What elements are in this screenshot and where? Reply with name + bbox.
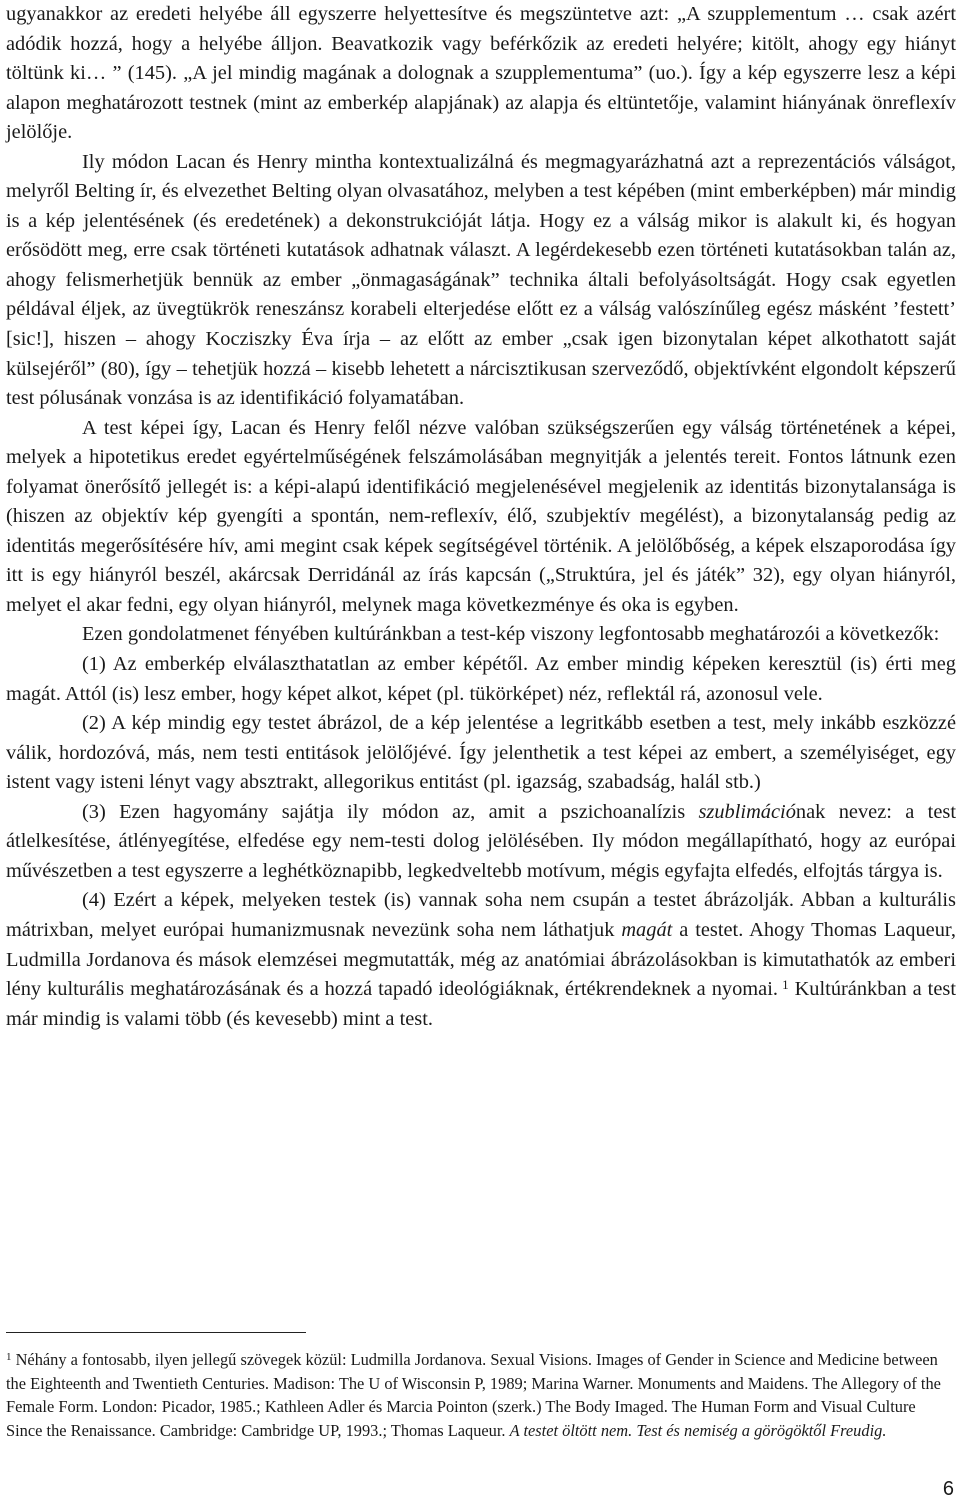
text-run: ugyanakkor az eredeti helyébe áll egyszerre helyettesítve és megszüntetve azt: „A szupplementum … csak azért adódik hozzá, hogy a helyébe álljon. Beavatkozik vagy beférkőzik az eredeti helyére; kitölt, ahogy egy hiányt töltünk ki… ” (145). „A jel mindig magának a dolognak a szupplementuma” (uo.). Így a kép egyszerre lesz a képi alapon meghatározott testnek (mint az emberkép alapjának) az alapja és eltüntetője, valamint hiányának önreflexív jelölője. — [6, 3, 956, 144]
paragraph — [6, 414, 956, 621]
text-run: (1) Az emberkép elválaszthatatlan az ember képétől. Az ember mindig képeken keresztül (is) érti meg magát. Attól (is) lesz ember, hogy képet alkot, képet (pl. tükörképet) néz, reflektál rá, azonosul vele. — [6, 653, 956, 705]
footnote-reference: 1 — [777, 977, 789, 993]
paragraph — [6, 798, 956, 887]
text-run: (3) Ezen hagyomány sajátja ily módon az, amit a pszichoanalízis — [82, 800, 699, 823]
paragraph — [6, 650, 956, 709]
document-body — [6, 0, 956, 1034]
text-run: Ezen gondolatmenet fényében kultúránkban a test-kép viszony legfontosabb meghatározói a következők: — [82, 623, 940, 646]
footnote-separator — [6, 1332, 306, 1333]
footnote-marker: 1 — [6, 1351, 12, 1363]
text-run: A test képei így, Lacan és Henry felől nézve valóban szükségszerűen egy válság történetének a képei, melyek a hipotetikus eredet egyértelműségének felszámolásában megnyitják a jelentés tereit. Fontos látnunk ezen folyamat önerősítő jellegét is: a képi-alapú identifikáció megjelenésével megjelenik az identitás bizonytalansága is (hiszen az objektív kép gyengíti a spontán, nem-reflexív, élő, szubjektív megélést), a bizonytalanság pedig az identitás megerősítésére hív, ami megint csak képek segítségével történik. A jelölőbőség, a képek elszaporodása így itt is egy hiányról beszél, akárcsak Derridánál az írás kapcsán („Struktúra, jel és játék” 32), egy olyan hiányról, melyet el akar fedni, egy olyan hiányról, melynek maga következménye és oka is egyben. — [6, 416, 956, 616]
italic-text: szublimáció — [698, 800, 796, 823]
text-run: Ily módon Lacan és Henry mintha kontextualizálná és megmagyarázhatná azt a reprezentációs válságot, melyről Belting ír, és elvezethet Belting olyan olvasatához, melyben a test képében (mint emberképben) már mindig is a kép jelentésének (és eredetének) a dekonstrukcióját látja. Hogy ez a válság mikor is alakult ki, és hogyan erősödött meg, erre csak történeti kutatások adhatnak választ. A legérdekesebb ezen történeti kutatásokban talán az, ahogy felismerhetjük bennük az ember „önmagaságának” technika általi befolyásoltságát. Hogy csak egyetlen példával éljek, az üvegtükrök reneszánsz korabeli elterjedése előtt ez a válság valószínűleg egész másként ’festett’ [sic!], hiszen – ahogy Kocziszky Éva írja – az előtt az ember „csak igen bizonytalan képet alkothatott saját külsejéről” (80), így – tehetjük hozzá – kisebb lehetett a nárcisztikusan szerveződő, objektívként elgondolt képszerű test pólusának vonzása is az identifikáció folyamatában. — [6, 150, 956, 410]
paragraph — [6, 620, 956, 650]
text-run: a testet. Ahogy Thomas Laqueur, Ludmilla Jordanova és mások elemzései megmutatták, még az anatómiai ábrázolásokban is kimutathatók az emberi lény kulturális meghatározásának és a hozzá tapadó ideológiáknak, értékrendeknek a nyomai. — [6, 918, 956, 1001]
paragraph — [6, 148, 956, 414]
paragraph — [6, 886, 956, 1034]
text-run: Kultúránkban a test már mindig is valami több (és kevesebb) mint a test. — [6, 978, 956, 1030]
footnote-italic-text: A testet öltött nem. Test és nemiség a görögöktől Freudig. — [509, 1420, 887, 1440]
text-run: (2) A kép mindig egy testet ábrázol, de a kép jelentése a legritkább esetben a test, mely inkább eszközzé válik, hordozóvá, más, nem testi entitások jelölőjévé. Így jelenthetik a test képei az embert, a személyiséget, egy istent vagy isteni lényt vagy absztrakt, allegorikus entitást (pl. igazság, szabadság, halál stb.) — [6, 712, 956, 794]
paragraph — [6, 709, 956, 798]
page-number: 6 — [942, 1478, 954, 1500]
text-run: nak nevez: a test átlelkesítése, átlényegítése, elfedése egy nem-testi dolog jelölésében. Ily módon megállapítható, hogy az európai művészetben a test egyszerre a leghétköznapibb, legkedveltebb motívum, mégis egyfajta elfedés, elfojtás tárgya is. — [6, 800, 956, 882]
paragraph — [6, 0, 956, 148]
footnote-text: Néhány a fontosabb, ilyen jellegű szövegek közül: Ludmilla Jordanova. Sexual Visions. Images of Gender in Science and Medicine between the Eighteenth and Twentieth Centuries. Madison: The U of Wisconsin P, 1989; Marina Warner. Monuments and Maidens. The Allegory of the Female Form. London: Picador, 1985.; Kathleen Adler és Marcia Pointon (szerk.) The Body Imaged. The Human Form and Visual Culture Since the Renaissance. Cambridge: Cambridge UP, 1993.; Thomas Laqueur. — [6, 1350, 941, 1440]
italic-text: magát — [621, 918, 673, 941]
text-run: (4) Ezért a képek, melyeken testek (is) vannak soha nem csupán a testet ábrázolják. Abban a kulturális mátrixban, melyet európai humanizmusnak nevezünk soha nem láthatjuk — [6, 889, 956, 941]
footnote — [6, 1348, 956, 1442]
